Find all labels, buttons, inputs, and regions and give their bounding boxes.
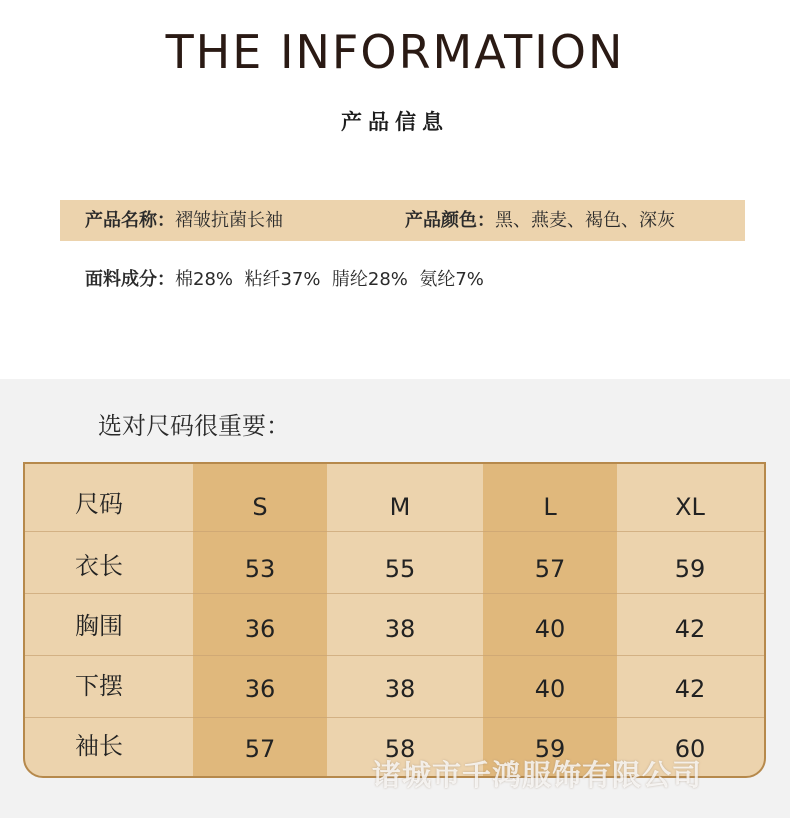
size-value-cell: 38 [384,615,416,643]
fabric-line [85,268,484,292]
product-color-value: 黑、燕麦、褐色、深灰 [495,210,675,231]
size-value-cell: 36 [244,615,276,643]
size-value-cell: 59 [534,735,566,763]
size-header-cell: M [389,493,411,521]
size-value-cell: 58 [384,735,416,763]
size-value-cell: 42 [674,675,706,703]
size-value-cell: 57 [534,555,566,583]
size-header-cell: S [252,493,268,521]
size-value-cell: 60 [674,735,706,763]
page-title: THE INFORMATION [165,25,625,79]
row-divider [25,717,764,718]
measurement-label: 袖长 [75,732,123,760]
product-name-value: 褶皱抗菌长袖 [175,210,283,231]
size-value-cell: 40 [534,675,566,703]
size-header-cell: XL [675,493,705,521]
fabric-label: 面料成分： [85,269,175,290]
size-header-label: 尺码 [75,490,123,518]
row-divider [25,593,764,594]
measurement-label: 衣长 [75,552,123,580]
size-value-cell: 59 [674,555,706,583]
row-divider [25,531,764,532]
size-value-cell: 57 [244,735,276,763]
product-name-line [85,209,283,233]
size-value-cell: 55 [384,555,416,583]
size-value-cell: 38 [384,675,416,703]
size-header-cell: L [543,493,557,521]
watermark: 诸城市千鸿服饰有限公司 [372,758,703,792]
product-name-label: 产品名称： [85,210,175,231]
size-value-cell: 42 [674,615,706,643]
size-value-cell: 53 [244,555,276,583]
product-color-label: 产品颜色： [405,210,495,231]
size-value-cell: 40 [534,615,566,643]
fabric-value: 棉28% 粘纤37% 腈纶28% 氨纶7% [175,269,484,290]
row-divider [25,655,764,656]
size-value-cell: 36 [244,675,276,703]
size-table [23,462,766,778]
product-color-line [405,209,675,233]
measurement-label: 胸围 [75,612,123,640]
page-subtitle: 产品信息 [341,110,449,134]
measurement-label: 下摆 [75,672,123,700]
size-section-title: 选对尺码很重要： [98,412,290,440]
